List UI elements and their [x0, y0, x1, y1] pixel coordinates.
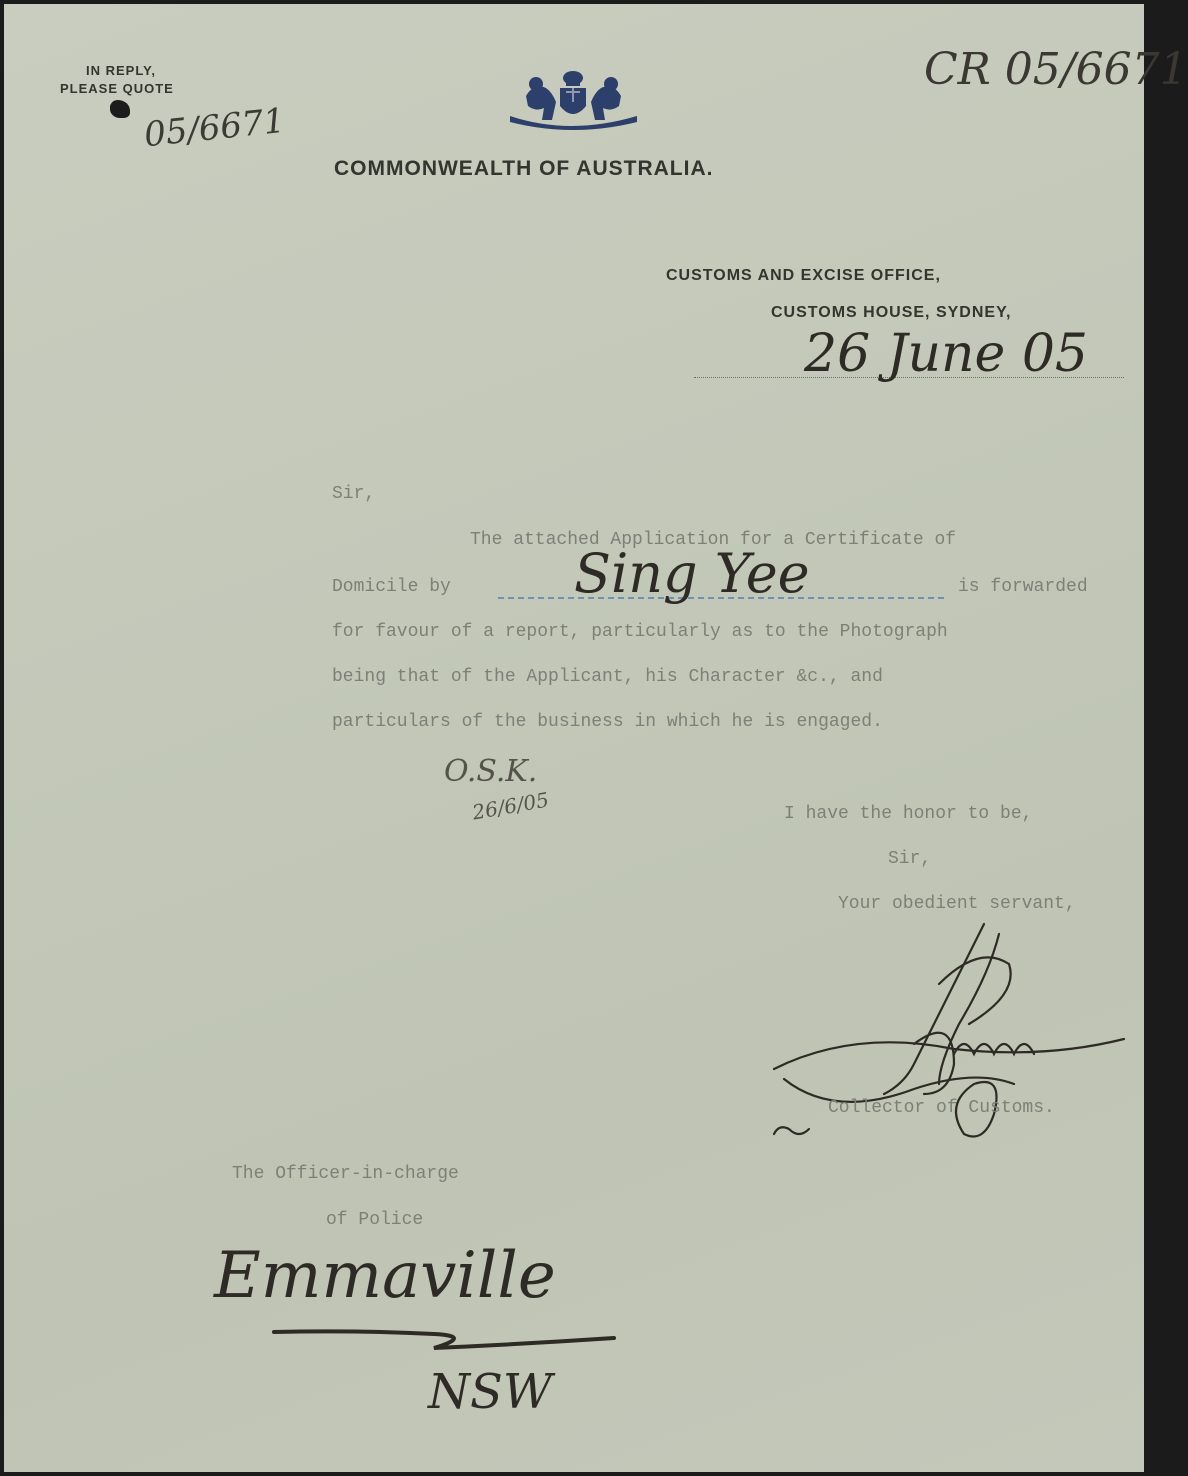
letter-sheet [4, 4, 1188, 1472]
reply-label-line1: IN REPLY, [86, 63, 156, 78]
signer-title: Collector of Customs. [828, 1098, 1055, 1118]
body-line2-prefix: Domicile by [332, 577, 451, 597]
body-line4: being that of the Applicant, his Character &c., and [332, 667, 883, 687]
addressee-line1: The Officer-in-charge [232, 1164, 459, 1184]
date-handwritten: 26 June 05 [804, 324, 1088, 384]
addressee-line2: of Police [326, 1210, 424, 1230]
ink-blot [110, 100, 130, 118]
place-underline [264, 1322, 624, 1357]
signature [764, 904, 1144, 1169]
reply-ref-handwritten: 05/6671 [142, 100, 287, 156]
body-line5: particulars of the business in which he is engaged. [332, 712, 883, 732]
closing-line2: Sir, [888, 849, 932, 869]
closing-line3: Your obedient servant, [838, 894, 1076, 914]
file-ref-handwritten: CR 05/6671 [924, 44, 1188, 95]
applicant-name-handwritten: Sing Yee [574, 542, 810, 605]
body-line2-suffix: is forwarded [958, 577, 1088, 597]
initials-handwritten: O.S.K. [444, 754, 538, 789]
body-line3: for favour of a report, particularly as to the Photograph [332, 622, 948, 642]
country-heading: COMMONWEALTH OF AUSTRALIA. [334, 157, 714, 180]
reply-label-line2: PLEASE QUOTE [60, 81, 174, 96]
place-handwritten: Emmaville [214, 1239, 556, 1313]
salutation: Sir, [332, 484, 376, 504]
state-handwritten: NSW [428, 1364, 553, 1420]
office-line1: CUSTOMS AND EXCISE OFFICE, [666, 267, 941, 284]
coat-of-arms-icon [506, 68, 641, 135]
office-line2: CUSTOMS HOUSE, SYDNEY, [771, 304, 1012, 321]
closing-line1: I have the honor to be, [784, 804, 1033, 824]
initials-date-handwritten: 26/6/05 [470, 787, 551, 825]
body-line1: The attached Application for a Certificate of [470, 530, 957, 550]
